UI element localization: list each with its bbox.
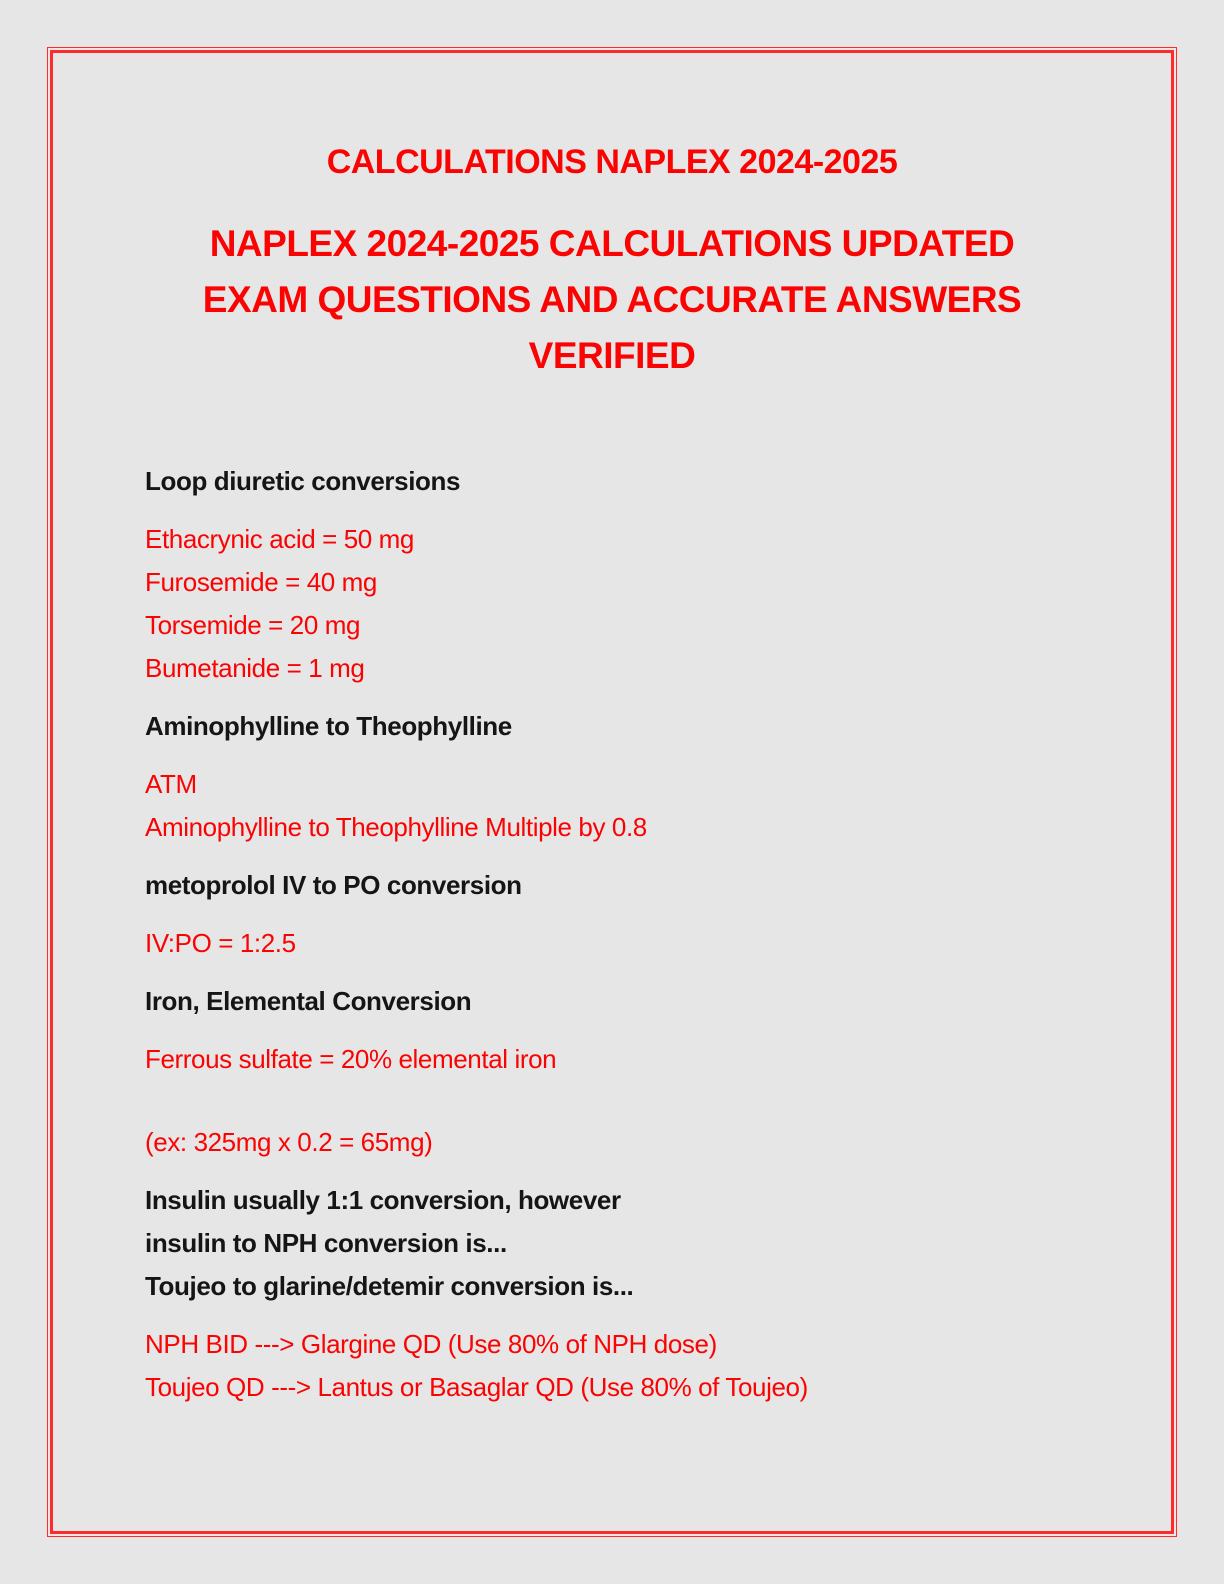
answer-paragraph [145, 1323, 1079, 1409]
question-line: Insulin usually 1:1 conversion, however [145, 1185, 621, 1215]
document-subtitle [145, 216, 1079, 384]
answer-line: Aminophylline to Theophylline Multiple by 0.8 [145, 812, 647, 842]
question-line: Toujeo to glarine/detemir conversion is... [145, 1271, 634, 1301]
question-heading [145, 864, 1079, 907]
subtitle-line: VERIFIED [528, 335, 696, 376]
answer-line: Toujeo QD ---> Lantus or Basaglar QD (Use 80% of Toujeo) [145, 1372, 808, 1402]
answer-line: Bumetanide = 1 mg [145, 653, 365, 683]
question-line: Iron, Elemental Conversion [145, 986, 472, 1016]
answer-paragraph [145, 922, 1079, 965]
document-content [145, 0, 1079, 1409]
question-line: insulin to NPH conversion is... [145, 1228, 507, 1258]
question-line: Loop diuretic conversions [145, 466, 461, 496]
answer-line: ATM [145, 769, 197, 799]
question-heading [145, 460, 1079, 503]
question-line: Aminophylline to Theophylline [145, 711, 512, 741]
answer-paragraph [145, 1038, 1079, 1081]
answer-paragraph [145, 1121, 1079, 1164]
document-title: CALCULATIONS NAPLEX 2024-2025 [326, 143, 898, 181]
subtitle-line: NAPLEX 2024-2025 CALCULATIONS UPDATED [209, 223, 1015, 264]
question-heading [145, 980, 1079, 1023]
answer-line: Ferrous sulfate = 20% elemental iron [145, 1044, 557, 1074]
question-line: metoprolol IV to PO conversion [145, 870, 522, 900]
answer-line: Furosemide = 40 mg [145, 567, 377, 597]
question-heading [145, 1179, 1079, 1308]
answer-line: (ex: 325mg x 0.2 = 65mg) [145, 1127, 433, 1157]
answer-line: NPH BID ---> Glargine QD (Use 80% of NPH dose) [145, 1329, 717, 1359]
answer-line: Ethacrynic acid = 50 mg [145, 524, 414, 554]
answer-line: Torsemide = 20 mg [145, 610, 361, 640]
answer-line: IV:PO = 1:2.5 [145, 928, 296, 958]
answer-paragraph [145, 763, 1079, 849]
subtitle-line: EXAM QUESTIONS AND ACCURATE ANSWERS [202, 279, 1022, 320]
answer-paragraph [145, 518, 1079, 690]
question-heading [145, 705, 1079, 748]
